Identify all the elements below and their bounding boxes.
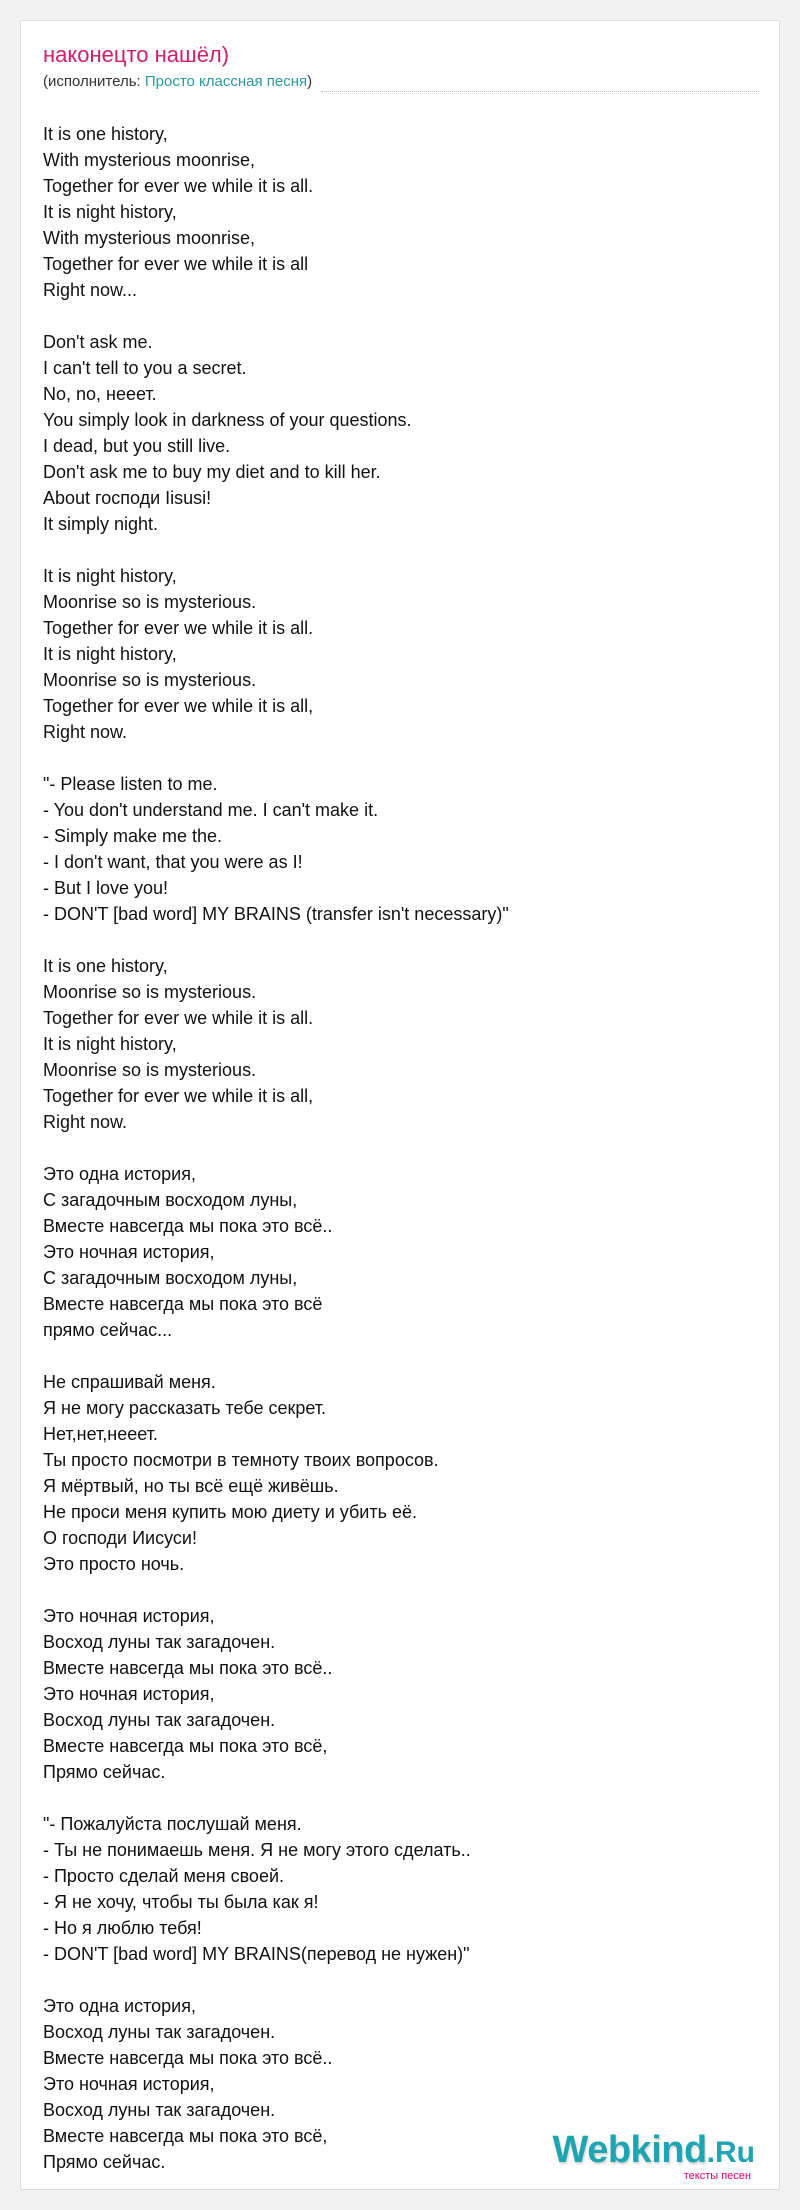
logo-brand: Webkind: [552, 2129, 707, 2171]
webkind-logo: [552, 2129, 755, 2182]
lyrics-card: [20, 20, 780, 2190]
logo-tagline: тексты песен: [683, 2170, 751, 2182]
header-divider: [321, 91, 759, 92]
lyrics-text: It is one history, With mysterious moonrise, Together for ever we while it is all. It is night history, With mysterious moonrise, Together for ever we while it is all Right now... Don't ask me. I can't tell to you a secret. No, no, нееет. You simply look in darkness of your questions. I dead, but you still live. Don't ask me to buy my diet and to kill her. About господи Iisusi! It simply night. It is night history, Moonrise so is mysterious. Together for ever we while it is all. It is night history, Moonrise so is mysterious. Together for ever we while it is all, Right now. "- Please listen to me. - You don't understand me. I can't make it. - Simply make me the. - I don't want, that you were as I! - But I love you! - DON'T [bad word] MY BRAINS (transfer isn't necessary)" It is one history, Moonrise so is mysterious. Together for ever we while it is all. It is night history, Moonrise so is mysterious. Together for ever we while it is all, Right now. Это одна история, С загадочным восходом луны, Вместе навсегда мы пока это всё.. Это ночная история, С загадочным восходом луны, Вместе навсегда мы пока это всё прямо сейчас... Не спрашивай меня. Я не могу рассказать тебе секрет. Нет,нет,нееет. Ты просто посмотри в темноту твоих вопросов. Я мёртвый, но ты всё ещё живёшь. Не проси меня купить мою диету и убить её. О господи Иисуси! Это просто ночь. Это ночная история, Восход луны так загадочен. Вместе навсегда мы пока это всё.. Это ночная история, Восход луны так загадочен. Вместе навсегда мы пока это всё, Прямо сейчас. "- Пожалуйста послушай меня. - Ты не понимаешь меня. Я не могу этого сделать.. - Просто сделай меня своей. - Я не хочу, чтобы ты была как я! - Но я люблю тебя! - DON'T [bad word] MY BRAINS(перевод не нужен)" Это одна история, Восход луны так загадочен. Вместе навсегда мы пока это всё.. Это ночная история, Восход луны так загадочен. Вместе навсегда мы пока это всё, Прямо сейчас.: [43, 124, 509, 2172]
song-title: наконецто нашёл): [43, 42, 230, 67]
logo-tld: .Ru: [706, 2136, 755, 2169]
artist-line: [43, 73, 312, 91]
artist-prefix: (исполнитель:: [43, 73, 145, 90]
artist-suffix: ): [307, 73, 313, 90]
artist-link[interactable]: Просто классная песня: [144, 73, 308, 90]
